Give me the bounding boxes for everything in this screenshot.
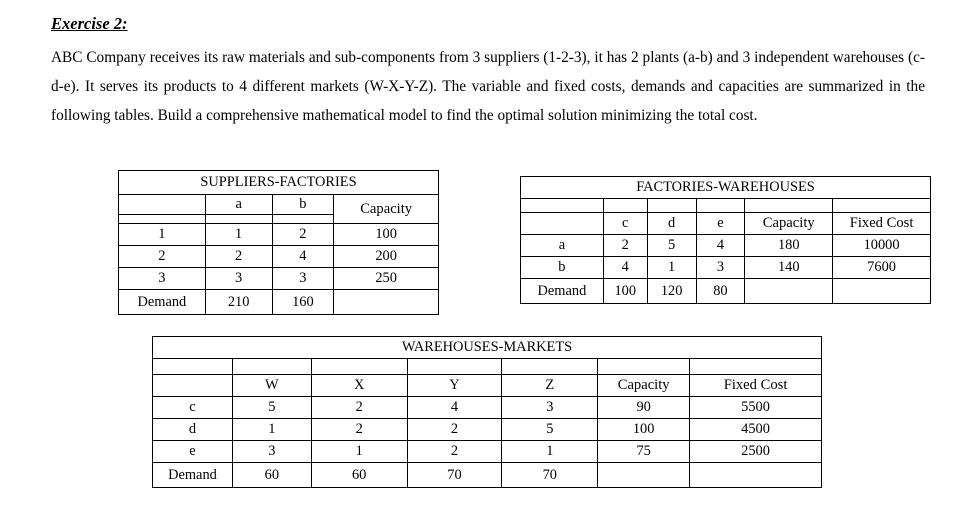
table-row [153,441,822,463]
demand-value: 160 [272,290,334,315]
col-header-y: Y [407,375,502,397]
cell-spacer [647,199,696,213]
cell-value: 2 [311,397,407,419]
col-header-w: W [232,375,311,397]
cell-capacity: 90 [598,397,690,419]
demand-value: 60 [311,463,407,488]
cell-spacer [205,215,272,224]
table-row [119,268,439,290]
cell-fixed-cost: 2500 [690,441,822,463]
demand-value: 60 [232,463,311,488]
demand-value: 210 [205,290,272,315]
cell-value: 5 [232,397,311,419]
table-row [119,246,439,268]
col-header-fixed-cost: Fixed Cost [833,213,931,235]
suppliers-factories-table [118,170,439,315]
table-row [521,257,931,279]
cell-spacer [598,359,690,375]
cell-value: 3 [502,397,598,419]
cell-value: 2 [205,246,272,268]
exercise-title: Exercise 2: [51,14,128,33]
table-row [521,235,931,257]
cell-empty [745,279,833,304]
cell-spacer [502,359,598,375]
header-empty-cell [119,195,206,215]
factories-warehouses-table [520,176,931,304]
cell-spacer [119,215,206,224]
col-header-a: a [205,195,272,215]
demand-row [119,290,439,315]
cell-fixed-cost: 10000 [833,235,931,257]
cell-capacity: 250 [334,268,439,290]
cell-spacer [272,215,334,224]
cell-capacity: 100 [334,224,439,246]
row-label: d [153,419,233,441]
col-header-fixed-cost: Fixed Cost [690,375,822,397]
demand-value: 100 [603,279,647,304]
cell-spacer [311,359,407,375]
demand-label: Demand [153,463,233,488]
cell-value: 2 [603,235,647,257]
cell-empty [833,279,931,304]
row-label: c [153,397,233,419]
table-title: WAREHOUSES-MARKETS [153,337,822,359]
cell-spacer [696,199,745,213]
row-label: 3 [119,268,206,290]
cell-empty [690,463,822,488]
cell-value: 2 [311,419,407,441]
cell-capacity: 200 [334,246,439,268]
row-label: 1 [119,224,206,246]
cell-value: 1 [205,224,272,246]
cell-spacer [745,199,833,213]
cell-value: 3 [272,268,334,290]
cell-value: 3 [232,441,311,463]
demand-row [153,463,822,488]
table-title: SUPPLIERS-FACTORIES [119,171,439,195]
cell-capacity: 75 [598,441,690,463]
cell-empty [334,290,439,315]
table-row [153,419,822,441]
header-empty-cell [521,213,604,235]
cell-fixed-cost: 7600 [833,257,931,279]
demand-label: Demand [119,290,206,315]
demand-value: 70 [407,463,502,488]
col-header-capacity: Capacity [745,213,833,235]
cell-spacer [407,359,502,375]
cell-capacity: 100 [598,419,690,441]
col-header-c: c [603,213,647,235]
demand-value: 80 [696,279,745,304]
cell-value: 2 [407,441,502,463]
cell-value: 4 [407,397,502,419]
col-header-b: b [272,195,334,215]
cell-value: 2 [407,419,502,441]
warehouses-markets-table [152,336,822,488]
cell-value: 1 [502,441,598,463]
cell-capacity: 180 [745,235,833,257]
cell-capacity: 140 [745,257,833,279]
cell-value: 5 [647,235,696,257]
col-header-capacity: Capacity [598,375,690,397]
cell-value: 4 [603,257,647,279]
row-label: b [521,257,604,279]
col-header-x: X [311,375,407,397]
col-header-z: Z [502,375,598,397]
col-header-e: e [696,213,745,235]
cell-value: 3 [205,268,272,290]
cell-value: 4 [696,235,745,257]
demand-row [521,279,931,304]
cell-value: 1 [311,441,407,463]
cell-value: 1 [232,419,311,441]
row-label: a [521,235,604,257]
col-header-d: d [647,213,696,235]
cell-spacer [690,359,822,375]
exercise-paragraph: ABC Company receives its raw materials and sub-components from 3 suppliers (1-2-3), it has 2 plants (a-b) and 3 independent warehouses (c-d-e). It serves its products to 4 different markets (W-X-Y-Z). The variable and fixed costs, demands and capacities are summarized in the following tables. Build a comprehensive mathematical model to find the optimal solution minimizing the total cost. [51,49,925,125]
demand-value: 70 [502,463,598,488]
cell-value: 4 [272,246,334,268]
header-empty-cell [153,375,233,397]
table-row [153,397,822,419]
cell-value: 3 [696,257,745,279]
cell-spacer [603,199,647,213]
cell-value: 5 [502,419,598,441]
demand-label: Demand [521,279,604,304]
row-label: e [153,441,233,463]
cell-spacer [833,199,931,213]
cell-spacer [521,199,604,213]
cell-spacer [232,359,311,375]
cell-fixed-cost: 5500 [690,397,822,419]
cell-value: 1 [647,257,696,279]
cell-empty [598,463,690,488]
cell-value: 2 [272,224,334,246]
table-row [119,224,439,246]
demand-value: 120 [647,279,696,304]
table-title: FACTORIES-WAREHOUSES [521,177,931,199]
row-label: 2 [119,246,206,268]
col-header-capacity: Capacity [334,195,439,224]
cell-spacer [153,359,233,375]
cell-fixed-cost: 4500 [690,419,822,441]
